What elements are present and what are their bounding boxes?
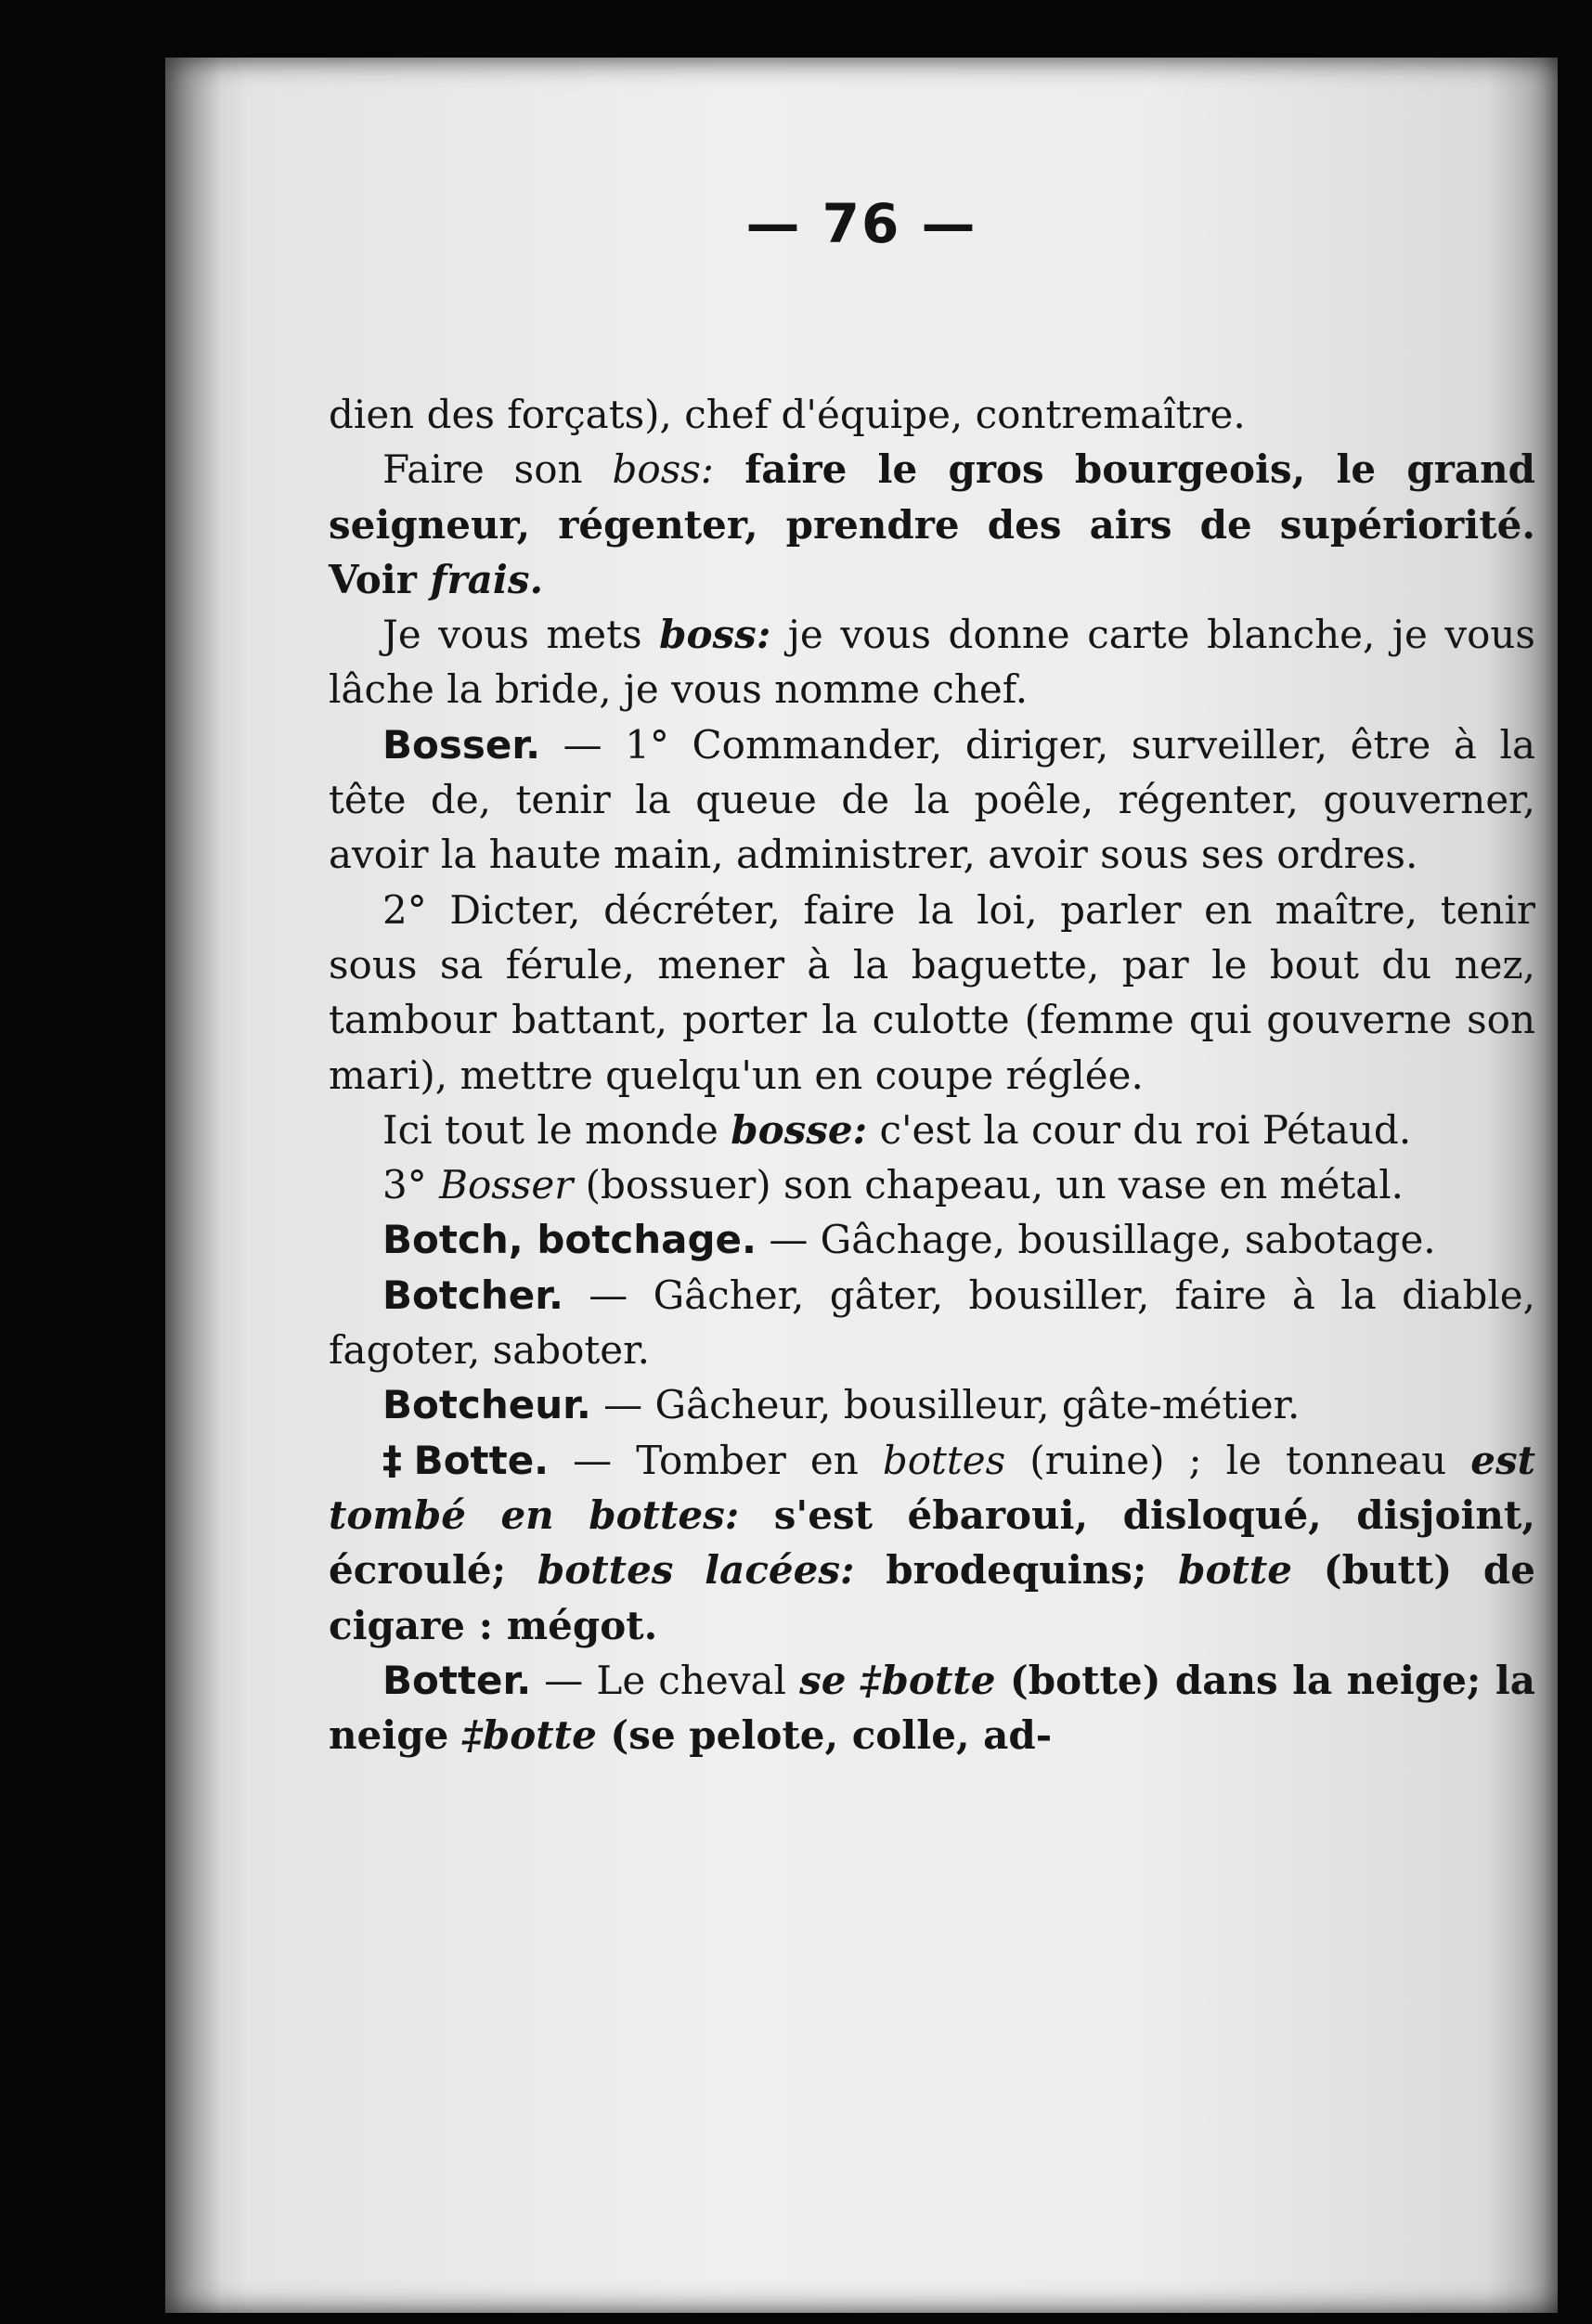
- text-run: (bossuer) son chapeau, un vase en métal.: [573, 1162, 1404, 1208]
- italic-term: bottes: [882, 1437, 1006, 1483]
- text-run: Faire son: [382, 446, 613, 493]
- text-run: (se pelote, colle, ad-: [596, 1712, 1053, 1759]
- entry-botter: [329, 1653, 1535, 1763]
- text-run: (botte) dans la neige; la neige: [329, 1657, 1535, 1759]
- text-run: (butt) de cigare : mégot.: [329, 1547, 1536, 1648]
- entry-botch: [329, 1212, 1535, 1267]
- paragraph-je-vous-mets-boss: [329, 607, 1535, 717]
- italic-term: Bosser: [439, 1162, 574, 1208]
- italic-term: bosse:: [731, 1106, 868, 1153]
- entry-headword: Bosser.: [382, 721, 541, 768]
- italic-term: botte: [1178, 1547, 1293, 1594]
- page-gutter-shadow: [165, 58, 221, 2313]
- text-run: c'est la cour du roi Pétaud.: [867, 1106, 1412, 1153]
- cross-reference: frais.: [430, 556, 544, 602]
- italic-term: boss:: [659, 612, 771, 658]
- paragraph-text: dien des forçats), chef d'équipe, contremaître.: [329, 392, 1246, 437]
- text-run: faire le gros bourgeois, le grand seigneur, régenter, prendre des airs de supériorité. Voir: [329, 446, 1535, 602]
- entry-headword: Botter.: [382, 1657, 532, 1703]
- page-body: [329, 387, 1535, 1762]
- entry-bosser-sense-3: [329, 1157, 1535, 1212]
- text-run: brodequins;: [854, 1547, 1179, 1594]
- entry-definition: 2° Dicter, décréter, faire la loi, parler en maître, tenir sous sa férule, mener à la baguette, par le bout du nez, tambour battant, porter la culotte (femme qui gouverne son mari), mettre quelqu'un en coupe réglée.: [329, 886, 1535, 1098]
- paragraph-ici-tout-le-monde: [329, 1103, 1535, 1157]
- text-run: — Tomber en: [549, 1437, 883, 1483]
- italic-term: bottes lacées:: [537, 1547, 855, 1594]
- entry-headword: Botcheur.: [382, 1382, 591, 1428]
- entry-bosser: [329, 717, 1535, 883]
- italic-term: se ‡botte: [799, 1657, 996, 1703]
- text-run: s'est ébaroui, disloqué, disjoint, écroulé;: [329, 1491, 1535, 1594]
- entry-botcheur: [329, 1377, 1535, 1432]
- paragraph-contremaitre: [329, 387, 1535, 442]
- entry-botte: [329, 1433, 1535, 1653]
- paragraph-faire-son-boss: [329, 442, 1535, 607]
- entry-headword: Botcher.: [382, 1272, 563, 1318]
- italic-term: ‡botte: [461, 1712, 597, 1759]
- entry-bosser-sense-2: [329, 883, 1535, 1103]
- text-run: je vous donne carte blanche, je vous lâche la bride, je vous nomme chef.: [329, 612, 1535, 713]
- italic-term: est tombé en bottes:: [329, 1437, 1535, 1538]
- text-run: Ici tout le monde: [382, 1106, 731, 1153]
- italic-term: boss:: [612, 446, 714, 493]
- entry-headword: Botch, botchage.: [382, 1217, 757, 1263]
- text-run: Je vous mets: [382, 612, 660, 658]
- entry-definition: — 1° Commander, diriger, surveiller, être à la tête de, tenir la queue de la poêle, régenter, gouverner, avoir la haute main, administrer, avoir sous ses ordres.: [329, 721, 1535, 878]
- text-run: — Le cheval: [531, 1657, 800, 1703]
- entry-botcher: [329, 1268, 1535, 1378]
- book-page: [165, 58, 1558, 2313]
- entry-headword: ‡Botte.: [382, 1437, 550, 1483]
- text-run: (ruine) ; le tonneau: [1005, 1437, 1471, 1483]
- text-run: 3°: [382, 1162, 440, 1208]
- entry-definition: — Gâcheur, bousilleur, gâte-métier.: [590, 1382, 1301, 1428]
- page-number: — 76 —: [745, 192, 977, 255]
- entry-definition: — Gâchage, bousillage, sabotage.: [756, 1217, 1436, 1263]
- entry-definition: — Gâcher, gâter, bousiller, faire à la diable, fagoter, saboter.: [329, 1272, 1535, 1374]
